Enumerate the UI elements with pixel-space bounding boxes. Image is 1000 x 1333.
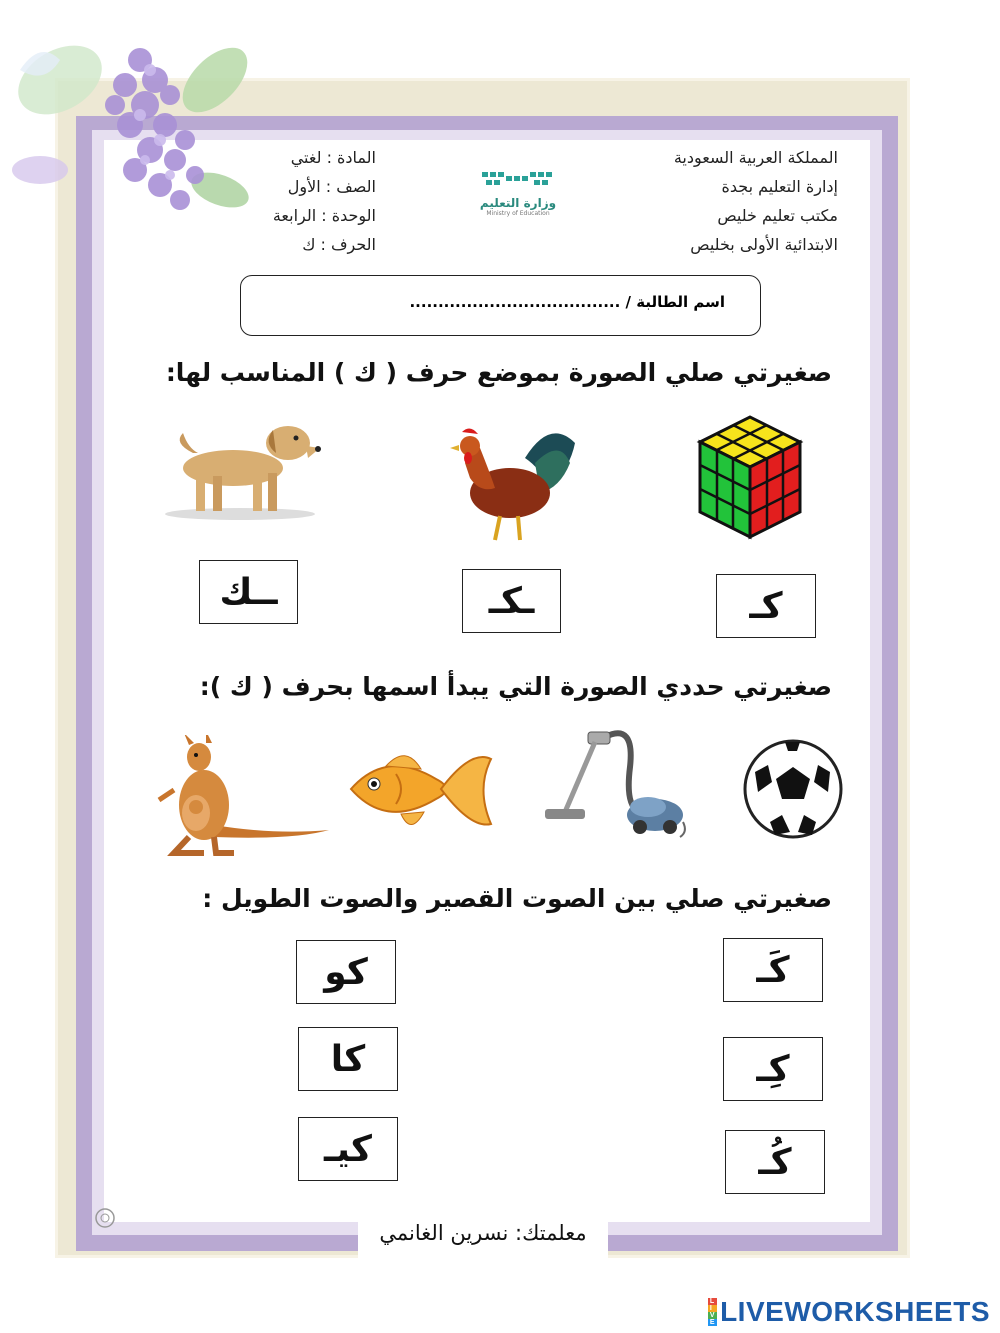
long-vowel-ya-box[interactable]: كيـ xyxy=(298,1117,398,1181)
lilac-flower-icon xyxy=(0,0,260,250)
ministry-logo-ar: وزارة التعليم xyxy=(479,196,557,210)
question-1: صغيرتي صلي الصورة بموضع حرف ( ك ) المناسب لها: xyxy=(165,358,832,387)
student-name-dots: ..................................... xyxy=(409,293,621,311)
long-vowel-alif-box[interactable]: كا xyxy=(298,1027,398,1091)
vacuum-icon[interactable] xyxy=(540,727,690,839)
header-country: المملكة العربية السعودية xyxy=(673,148,838,167)
header-grade: الصف : الأول xyxy=(287,177,376,196)
header-unit: الوحدة : الرابعة xyxy=(272,206,376,225)
fish-icon[interactable] xyxy=(346,744,496,839)
header-letter: الحرف : ك xyxy=(302,235,376,254)
student-name-label-text: اسم الطالبة / xyxy=(625,293,725,311)
header-subject: المادة : لغتي xyxy=(290,148,376,167)
cube-icon[interactable] xyxy=(690,412,810,542)
brand-live-icon: L I V E xyxy=(709,1298,716,1326)
teacher-name: معلمتك: نسرين الغانمي xyxy=(358,1208,608,1258)
liveworksheets-logo[interactable] xyxy=(708,1296,990,1328)
ministry-logo-icon xyxy=(478,168,558,192)
ball-icon[interactable] xyxy=(740,737,846,841)
letter-box-middle[interactable]: ـكـ xyxy=(462,569,561,633)
dog-icon[interactable] xyxy=(158,418,323,522)
short-vowel-fatha-box[interactable]: كَـ xyxy=(723,938,823,1002)
letter-box-end[interactable]: ــك xyxy=(199,560,298,624)
question-2: صغيرتي حددي الصورة التي يبدأ اسمها بحرف ( ك ): xyxy=(199,672,832,701)
rooster-icon[interactable] xyxy=(440,418,580,546)
short-vowel-kasra-box[interactable]: كِـ xyxy=(723,1037,823,1101)
short-vowel-damma-box[interactable]: كُـ xyxy=(725,1130,825,1194)
header-office: مكتب تعليم خليص xyxy=(717,206,838,225)
letter-box-start[interactable]: كـ xyxy=(716,574,816,638)
long-vowel-waw-box[interactable]: كو xyxy=(296,940,396,1004)
brand-name: LIVEWORKSHEETS xyxy=(720,1296,990,1327)
kangaroo-icon[interactable] xyxy=(154,735,332,857)
question-3: صغيرتي صلي بين الصوت القصير والصوت الطويل : xyxy=(202,884,832,913)
header-school: الابتدائية الأولى بخليص xyxy=(690,235,838,254)
header-directorate: إدارة التعليم بجدة xyxy=(721,177,838,196)
student-name-label xyxy=(409,293,725,311)
ornament-icon xyxy=(92,1205,118,1231)
ministry-logo xyxy=(478,168,558,228)
ministry-logo-en: Ministry of Education xyxy=(486,210,550,217)
